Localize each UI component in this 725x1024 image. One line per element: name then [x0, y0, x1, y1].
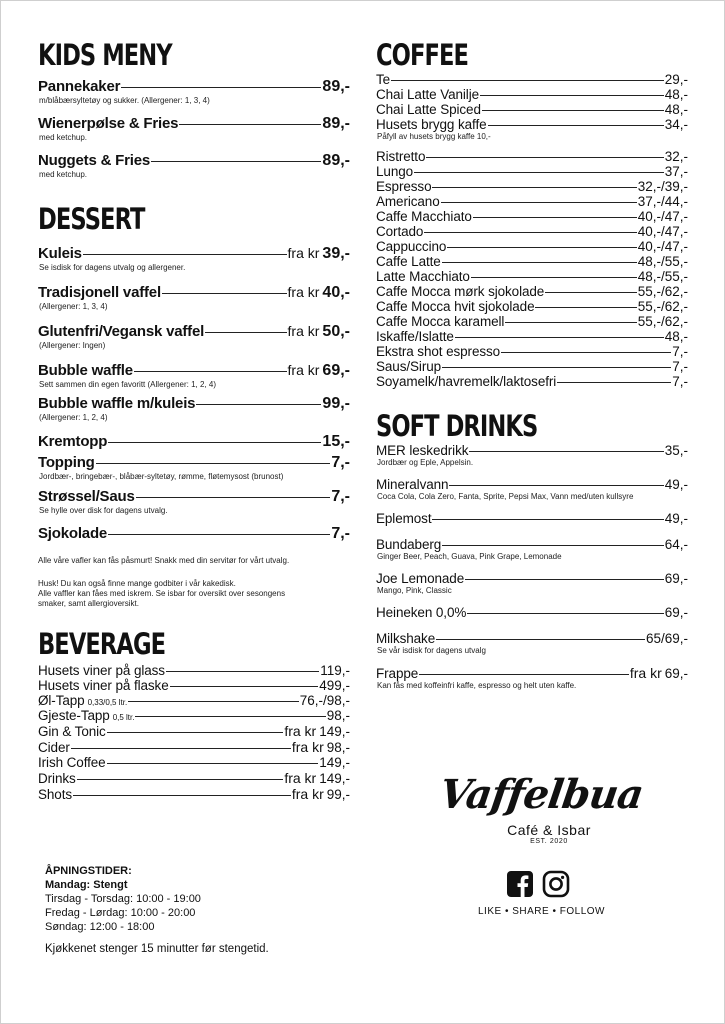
item-name: Bubble waffle m/kuleis [38, 395, 196, 412]
item-price: 69,- [664, 605, 688, 620]
menu-item [376, 72, 688, 87]
item-name: Øl-Tapp [38, 693, 85, 708]
item-name: Heineken 0,0% [376, 605, 467, 620]
item-description: Se vår isdisk for dagens utvalg [377, 646, 486, 655]
item-description: Kan fås med koffeinfri kaffe, espresso og helt uten kaffe. [377, 681, 577, 690]
item-name: Nuggets & Fries [38, 152, 151, 169]
menu-item [376, 631, 688, 656]
menu-item [38, 786, 350, 802]
item-name: Cider [38, 740, 70, 755]
dot-leader [128, 701, 299, 702]
dot-leader [432, 519, 663, 520]
item-name: Saus/Sirup [376, 359, 442, 374]
menu-item [376, 254, 688, 269]
item-name: Strøssel/Saus [38, 488, 135, 505]
dot-leader [73, 795, 291, 796]
menu-item [38, 488, 350, 506]
item-price: 32,- [664, 149, 688, 164]
dot-leader [473, 217, 637, 218]
facebook-icon[interactable] [506, 870, 534, 898]
item-price: 39,- [322, 245, 350, 262]
item-price: 55,-/62,- [637, 299, 688, 314]
item-description: Coca Cola, Cola Zero, Fanta, Sprite, Pepsi Max, Vann med/uten kullsyre [377, 492, 634, 501]
item-price: 149,- [319, 755, 350, 770]
item-price: 69,- [664, 571, 688, 586]
dot-leader [465, 579, 664, 580]
menu-item [38, 284, 350, 302]
item-price: 69,- [322, 362, 350, 379]
item-price: 34,- [664, 117, 688, 132]
item-price: 49,- [664, 477, 688, 492]
dot-leader [467, 613, 663, 614]
dot-leader [482, 110, 664, 111]
item-name: Milkshake [376, 631, 436, 646]
item-name: Shots [38, 787, 73, 802]
item-price: 15,- [322, 433, 350, 450]
menu-item [376, 117, 688, 142]
dessert-note: Husk! Du kan også finne mange godbiter i vår kakedisk. [38, 579, 236, 588]
brand-tagline: Café & Isbar [507, 822, 591, 838]
item-price: 89,- [322, 78, 350, 95]
dot-leader [480, 95, 664, 96]
item-name: Husets brygg kaffe [376, 117, 487, 132]
item-price: 76,-/98,- [299, 693, 350, 708]
menu-item [376, 537, 688, 562]
dot-leader [77, 779, 284, 780]
item-name: Chai Latte Vanilje [376, 87, 480, 102]
item-price: 98,- [326, 740, 350, 755]
item-name: Cappuccino [376, 239, 447, 254]
beverage-title: BEVERAGE [38, 627, 166, 661]
item-price: 99,- [326, 787, 350, 802]
kids-menu-title: KIDS MENY [38, 38, 172, 72]
item-price: 29,- [664, 72, 688, 87]
item-price: 55,-/62,- [637, 314, 688, 329]
item-name: Ristretto [376, 149, 426, 164]
dot-leader [108, 534, 330, 535]
item-price: 48,-/55,- [637, 254, 688, 269]
instagram-icon[interactable] [542, 870, 570, 898]
item-name: Glutenfri/Vegansk vaffel [38, 323, 205, 340]
dot-leader [134, 371, 287, 372]
item-name: Sjokolade [38, 525, 108, 542]
item-name: Irish Coffee [38, 755, 106, 770]
dot-leader [135, 716, 325, 717]
dot-leader [426, 157, 663, 158]
menu-item [38, 678, 350, 693]
item-price: 48,- [664, 329, 688, 344]
dessert-note: Alle vaffler kan fåes med iskrem. Se isbar for oversikt over sesongens [38, 589, 286, 598]
item-price: 49,- [664, 511, 688, 526]
menu-item [376, 224, 688, 239]
left-column [38, 38, 350, 802]
item-name: Lungo [376, 164, 414, 179]
dot-leader [432, 187, 636, 188]
dot-leader [108, 442, 321, 443]
item-name: Bundaberg [376, 537, 442, 552]
item-description: Sett sammen din egen favoritt (Allergener: 1, 2, 4) [39, 380, 216, 389]
menu-item [376, 665, 688, 691]
menu-item [376, 344, 688, 359]
item-name: Ekstra shot espresso [376, 344, 501, 359]
dot-leader [424, 232, 636, 233]
menu-item [38, 115, 350, 133]
menu-item [38, 433, 350, 451]
item-price: 40,-/47,- [637, 209, 688, 224]
item-name: Joe Lemonade [376, 571, 465, 586]
item-price: 99,- [322, 395, 350, 412]
item-name: Soyamelk/havremelk/laktosefri [376, 374, 557, 389]
item-note: 0,5 ltr. [112, 713, 135, 722]
item-name: Latte Macchiato [376, 269, 470, 284]
menu-item [376, 209, 688, 224]
dot-leader [205, 332, 286, 333]
social-text: LIKE • SHARE • FOLLOW [478, 906, 605, 917]
menu-item [38, 78, 350, 96]
dot-leader [471, 277, 637, 278]
item-name: Eplemost [376, 511, 432, 526]
menu-item [38, 323, 350, 341]
dot-leader [442, 545, 664, 546]
menu-item [38, 245, 350, 263]
menu-item [376, 164, 688, 179]
hours-sunday: Søndag: 12:00 - 18:00 [45, 921, 155, 933]
item-description: med ketchup. [39, 170, 88, 179]
dot-leader [107, 763, 319, 764]
item-description: med ketchup. [39, 133, 88, 142]
price-prefix: fra kr [629, 665, 662, 681]
menu-item [38, 395, 350, 413]
menu-item [376, 314, 688, 329]
item-description: Se hylle over disk for dagens utvalg. [39, 506, 168, 515]
item-price: 48,-/55,- [637, 269, 688, 284]
menu-item [38, 708, 350, 723]
item-price: 499,- [319, 678, 350, 693]
price-prefix: fra kr [287, 362, 320, 378]
item-description: Mango, Pink, Classic [377, 586, 452, 595]
brand-logo [436, 770, 646, 845]
item-name: Kuleis [38, 245, 82, 262]
brand-est: EST. 2020 [530, 838, 568, 845]
menu-item [376, 87, 688, 102]
item-name: Te [376, 72, 391, 87]
item-name: Frappe [376, 666, 419, 681]
item-name: Husets viner på glass [38, 663, 165, 678]
price-prefix: fra kr [284, 770, 317, 786]
item-name: Topping [38, 454, 95, 471]
item-name: Mineralvann [376, 477, 449, 492]
item-note: 0,33/0,5 ltr. [87, 698, 128, 707]
dot-leader [436, 639, 645, 640]
item-price: 40,- [322, 284, 350, 301]
brand-name: Vaffelbua [436, 771, 646, 818]
hours-fri-sat: Fredag - Lørdag: 10:00 - 20:00 [45, 907, 196, 919]
item-price: 64,- [664, 537, 688, 552]
soft-drinks-title: SOFT DRINKS [376, 409, 538, 443]
item-description: Ginger Beer, Peach, Guava, Pink Grape, Lemonade [377, 552, 562, 561]
menu-item [38, 755, 350, 770]
menu-item [376, 179, 688, 194]
dot-leader [469, 451, 663, 452]
item-price: 35,- [664, 443, 688, 458]
dot-leader [441, 202, 637, 203]
dot-leader [455, 337, 664, 338]
item-allergens: (Allergener: 1, 3, 4) [141, 96, 210, 105]
dot-leader [557, 382, 671, 383]
item-price: 32,-/39,- [637, 179, 688, 194]
item-name: Iskaffe/Islatte [376, 329, 454, 344]
item-name: Chai Latte Spiced [376, 102, 481, 117]
menu-item [376, 571, 688, 596]
dot-leader [545, 292, 637, 293]
menu-item [376, 443, 688, 468]
dot-leader [391, 80, 664, 81]
menu-item [376, 194, 688, 209]
item-name: Gin & Tonic [38, 724, 106, 739]
item-name: Pannekaker [38, 78, 121, 95]
dot-leader [414, 172, 664, 173]
dessert-note: Alle våre vafler kan fås påsmurt! Snakk med din servitør for vårt utvalg. [38, 556, 290, 565]
social-block [478, 870, 605, 917]
item-price: 55,-/62,- [637, 284, 688, 299]
item-name: Caffe Mocca karamell [376, 314, 505, 329]
dot-leader [419, 674, 629, 675]
item-price: 7,- [672, 359, 688, 374]
dot-leader [166, 671, 319, 672]
price-prefix: fra kr [287, 284, 320, 300]
menu-item [376, 511, 688, 526]
soft-drinks-list [376, 443, 688, 691]
item-price: 50,- [322, 323, 350, 340]
item-description: Jordbær og Eple, Appelsin. [377, 458, 474, 467]
item-name: MER leskedrikk [376, 443, 469, 458]
dot-leader [170, 686, 319, 687]
right-column [376, 38, 688, 691]
dot-leader [442, 367, 671, 368]
menu-item [376, 605, 688, 620]
item-description: Se isdisk for dagens utvalg og allergener. [39, 263, 186, 272]
item-price: 48,- [664, 102, 688, 117]
coffee-list [376, 72, 688, 142]
opening-hours [45, 864, 201, 934]
dot-leader [121, 87, 321, 88]
menu-item [376, 102, 688, 117]
dot-leader [151, 161, 321, 162]
item-name: Drinks [38, 771, 76, 786]
item-description: Påfyll av husets brygg kaffe 10,- [377, 132, 491, 141]
item-price: 7,- [331, 525, 350, 542]
item-price: 40,-/47,- [637, 224, 688, 239]
dot-leader [83, 254, 287, 255]
dot-leader [179, 124, 321, 125]
hours-tue-thu: Tirsdag - Torsdag: 10:00 - 19:00 [45, 893, 201, 905]
dot-leader [488, 125, 664, 126]
item-name: Caffe Mocca hvit sjokolade [376, 299, 535, 314]
item-allergens: (Allergener: 1, 2, 4) [147, 380, 216, 389]
item-name: Tradisjonell vaffel [38, 284, 161, 301]
item-name: Kremtopp [38, 433, 108, 450]
menu-item [38, 362, 350, 380]
item-price: 37,-/44,- [637, 194, 688, 209]
coffee-title: COFFEE [376, 38, 469, 72]
item-price: 7,- [672, 344, 688, 359]
menu-item [38, 663, 350, 678]
menu-item [376, 329, 688, 344]
hours-title: ÅPNINGSTIDER: [45, 865, 132, 877]
item-description: Jordbær-, bringebær-, blåbær-syltetøy, rømme, fløtemysost (brunost) [39, 472, 284, 481]
menu-item [38, 693, 350, 708]
item-name: Cortado [376, 224, 424, 239]
dot-leader [162, 293, 287, 294]
item-allergens: (Allergener: 1, 2, 4) [39, 413, 108, 422]
dessert-note: smaker, samt allergioversikt. [38, 599, 139, 608]
item-name: Caffe Macchiato [376, 209, 472, 224]
dot-leader [196, 404, 321, 405]
item-price: 65/69,- [645, 631, 688, 646]
item-price: 119,- [320, 663, 350, 678]
menu-item [376, 284, 688, 299]
menu-item [38, 454, 350, 472]
item-price: 89,- [322, 115, 350, 132]
dot-leader [107, 732, 284, 733]
item-allergens: (Allergener: 1, 3, 4) [39, 302, 108, 311]
dot-leader [501, 352, 671, 353]
item-price: 7,- [331, 454, 350, 471]
dessert-title: DESSERT [38, 202, 145, 236]
price-prefix: fra kr [291, 739, 324, 755]
dot-leader [447, 247, 636, 248]
item-name: Espresso [376, 179, 432, 194]
item-name: Caffe Mocca mørk sjokolade [376, 284, 545, 299]
item-price: 37,- [664, 164, 688, 179]
price-prefix: fra kr [291, 786, 324, 802]
dot-leader [535, 307, 636, 308]
item-price: 7,- [331, 488, 350, 505]
dot-leader [71, 748, 291, 749]
menu-item [376, 359, 688, 374]
menu-item [376, 239, 688, 254]
menu-item [376, 477, 688, 502]
hours-monday: Mandag: Stengt [45, 879, 128, 891]
dot-leader [505, 322, 636, 323]
item-description: m/blåbærsyltetøy og sukker. (Allergener: 1, 3, 4) [39, 96, 210, 105]
menu-item [38, 770, 350, 786]
menu-item [38, 739, 350, 755]
menu-item [376, 149, 688, 164]
item-price: 69,- [664, 666, 688, 681]
coffee-list [376, 149, 688, 389]
price-prefix: fra kr [284, 723, 317, 739]
kitchen-note: Kjøkkenet stenger 15 minutter før stengetid. [45, 943, 269, 955]
item-name: Americano [376, 194, 440, 209]
item-name: Bubble waffle [38, 362, 133, 379]
dot-leader [96, 463, 331, 464]
menu-item [376, 299, 688, 314]
item-price: 149,- [319, 724, 350, 739]
dot-leader [136, 497, 331, 498]
item-price: 98,- [326, 708, 350, 723]
item-price: 149,- [319, 771, 350, 786]
item-name: Gjeste-Tapp [38, 708, 110, 723]
menu-item [38, 152, 350, 170]
item-allergens: (Allergener: Ingen) [39, 341, 106, 350]
item-name: Husets viner på flaske [38, 678, 169, 693]
price-prefix: fra kr [287, 245, 320, 261]
menu-item [38, 525, 350, 543]
dot-leader [449, 485, 663, 486]
item-price: 7,- [672, 374, 688, 389]
dot-leader [442, 262, 637, 263]
item-price: 40,-/47,- [637, 239, 688, 254]
menu-item [376, 269, 688, 284]
item-name: Caffe Latte [376, 254, 441, 269]
item-price: 48,- [664, 87, 688, 102]
menu-item [38, 723, 350, 739]
item-price: 89,- [322, 152, 350, 169]
item-name: Wienerpølse & Fries [38, 115, 179, 132]
menu-item [376, 374, 688, 389]
price-prefix: fra kr [287, 323, 320, 339]
